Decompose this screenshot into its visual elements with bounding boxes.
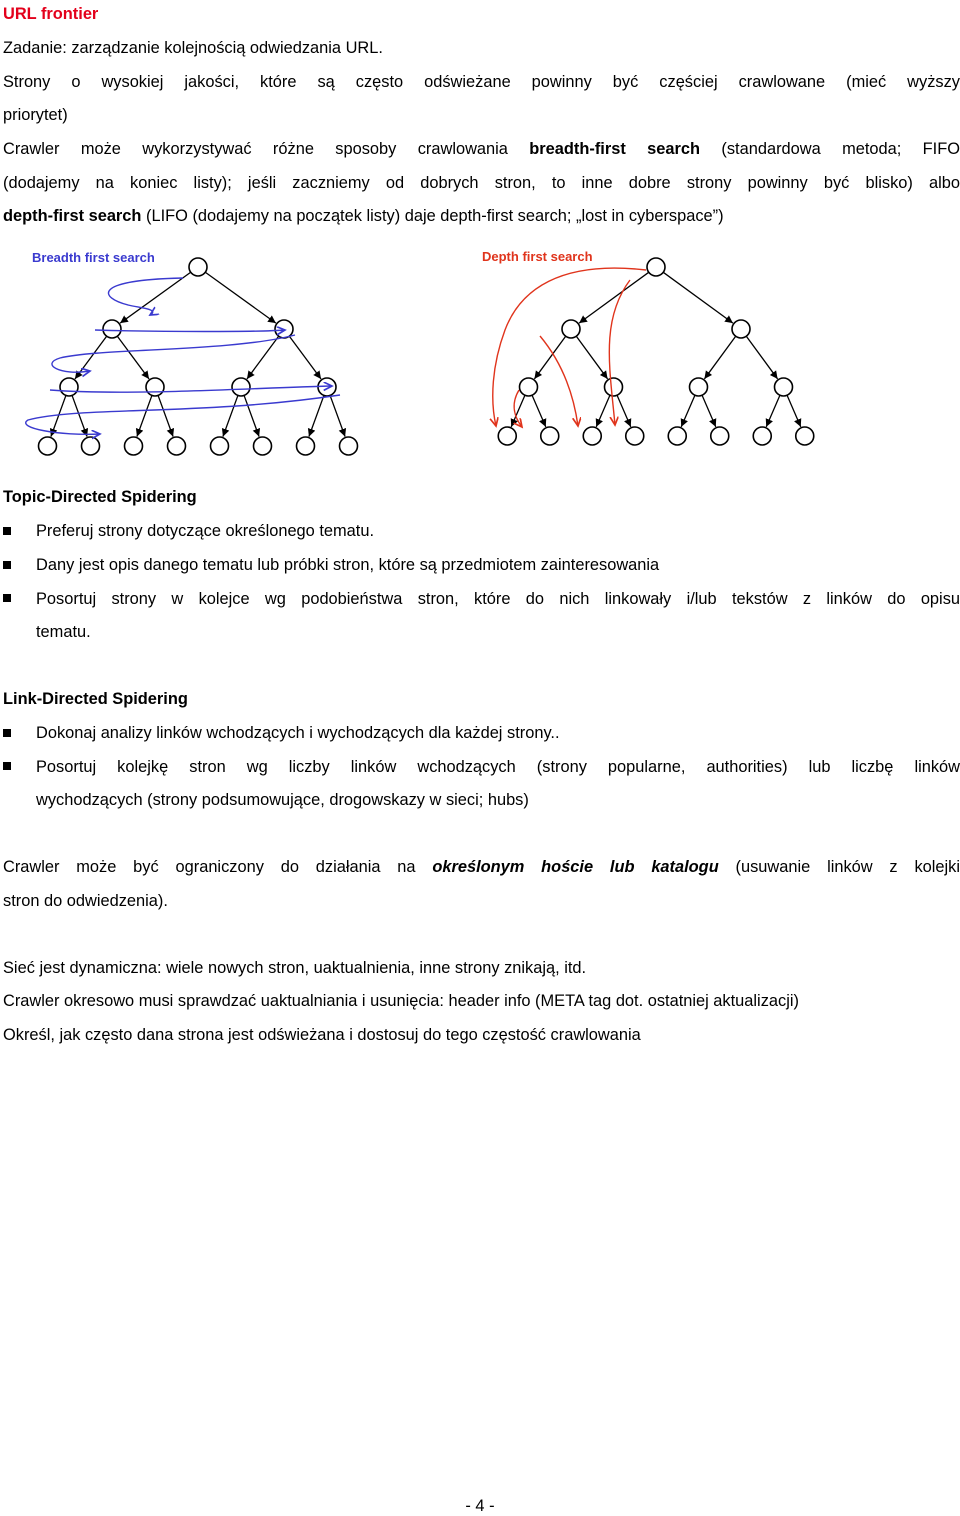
tree-node xyxy=(232,378,250,396)
tree-node xyxy=(732,320,750,338)
tree-node xyxy=(297,437,315,455)
bullet-marker xyxy=(3,729,11,737)
bfs-tree xyxy=(39,258,358,455)
tree-node xyxy=(125,437,143,455)
dfs-arrow xyxy=(609,280,630,425)
tree-node xyxy=(668,427,686,445)
crawler-pre-text: Crawler może wykorzystywać różne sposoby crawlowania xyxy=(3,140,530,158)
dfs-term: depth-first search xyxy=(3,207,142,225)
bfs-arrow xyxy=(95,330,285,332)
quality-line-1: Strony o wysokiej jakości, które są często odświeżane powinny być częściej crawlowane (mieć wyższy xyxy=(3,73,960,91)
restrict-pre-text: Crawler może być ograniczony do działania na xyxy=(3,858,433,876)
restrict-post-text: (usuwanie linków z kolejki xyxy=(718,858,960,876)
crawler-methods-line-1 xyxy=(3,139,960,159)
restrict-line-2: stron do odwiedzenia). xyxy=(3,892,168,910)
tree-node xyxy=(254,437,272,455)
tree-node xyxy=(711,427,729,445)
bfs-arrow xyxy=(52,335,295,372)
dfs-arrow xyxy=(540,336,578,426)
topic-heading: Topic-Directed Spidering xyxy=(3,488,197,506)
task-line: Zadanie: zarządzanie kolejnością odwiedzania URL. xyxy=(3,39,383,57)
tree-node xyxy=(275,320,293,338)
restrict-line-1 xyxy=(3,857,960,877)
dynamic-line-3: Określ, jak często dana strona jest odświeżana i dostosuj do tego częstość crawlowania xyxy=(3,1026,641,1044)
link-item-2-line-2: wychodzących (strony podsumowujące, drogowskazy w sieci; hubs) xyxy=(36,791,529,809)
bullet-marker xyxy=(3,561,11,569)
tree-node xyxy=(562,320,580,338)
bullet-marker xyxy=(3,594,11,602)
bfs-arrow xyxy=(108,278,183,315)
dfs-traversal-path xyxy=(493,268,646,427)
bfs-label: Breadth first search xyxy=(32,250,155,265)
crawler-post-text: (standardowa metoda; FIFO xyxy=(700,140,960,158)
tree-node xyxy=(753,427,771,445)
tree-node xyxy=(189,258,207,276)
dfs-arrow xyxy=(514,390,522,427)
crawler-methods-line-3 xyxy=(3,206,724,226)
topic-item-3-line-1: Posortuj strony w kolejce wg podobieństwa stron, które do nich linkowały i/lub tekstów z linków do opisu xyxy=(36,590,960,608)
tree-node xyxy=(103,320,121,338)
tree-node xyxy=(690,378,708,396)
tree-node xyxy=(60,378,78,396)
tree-node xyxy=(520,378,538,396)
tree-node xyxy=(541,427,559,445)
tree-node xyxy=(605,378,623,396)
tree-node xyxy=(647,258,665,276)
quality-line-2: priorytet) xyxy=(3,106,68,124)
tree-node xyxy=(168,437,186,455)
bfs-term: breadth-first search xyxy=(529,140,701,158)
tree-node xyxy=(498,427,516,445)
tree-node xyxy=(796,427,814,445)
search-diagrams xyxy=(0,240,960,465)
bfs-arrow xyxy=(26,395,340,434)
tree-node xyxy=(626,427,644,445)
tree-node xyxy=(39,437,57,455)
link-item-1: Dokonaj analizy linków wchodzących i wychodzących dla każdej strony.. xyxy=(36,724,560,742)
tree-node xyxy=(82,437,100,455)
link-heading: Link-Directed Spidering xyxy=(3,690,188,708)
dfs-tree xyxy=(498,258,814,445)
tree-node xyxy=(583,427,601,445)
dfs-label: Depth first search xyxy=(482,249,593,264)
dfs-rest-text: (LIFO (dodajemy na początek listy) daje depth-first search; „lost in cyberspace”) xyxy=(141,207,724,225)
topic-item-1: Preferuj strony dotyczące określonego tematu. xyxy=(36,522,375,540)
topic-item-2: Dany jest opis danego tematu lub próbki stron, które są przedmiotem zainteresowania xyxy=(36,556,660,574)
bullet-marker xyxy=(3,762,11,770)
tree-node xyxy=(340,437,358,455)
bfs-traversal-path xyxy=(26,278,340,434)
dynamic-line-1: Sieć jest dynamiczna: wiele nowych stron, uaktualnienia, inne strony znikają, itd. xyxy=(3,959,587,977)
dynamic-line-2: Crawler okresowo musi sprawdzać uaktualniania i usunięcia: header info (META tag dot. ostatniej aktualizacji) xyxy=(3,992,799,1010)
crawler-methods-line-2: (dodajemy na koniec listy); jeśli zaczniemy od dobrych stron, to inne dobre strony powinny być blisko) albo xyxy=(3,174,960,192)
tree-node xyxy=(211,437,229,455)
bullet-marker xyxy=(3,527,11,535)
topic-item-3-line-2: tematu. xyxy=(36,623,91,641)
restrict-emphasis: określonym hoście lub katalogu xyxy=(432,858,719,876)
link-item-2-line-1: Posortuj kolejkę stron wg liczby linków wchodzących (strony popularne, authorities) lub liczbę linków xyxy=(36,758,960,776)
page-number: - 4 - xyxy=(465,1497,495,1515)
bfs-arrow xyxy=(50,386,332,392)
tree-node xyxy=(775,378,793,396)
page-title: URL frontier xyxy=(3,5,99,23)
tree-node xyxy=(146,378,164,396)
